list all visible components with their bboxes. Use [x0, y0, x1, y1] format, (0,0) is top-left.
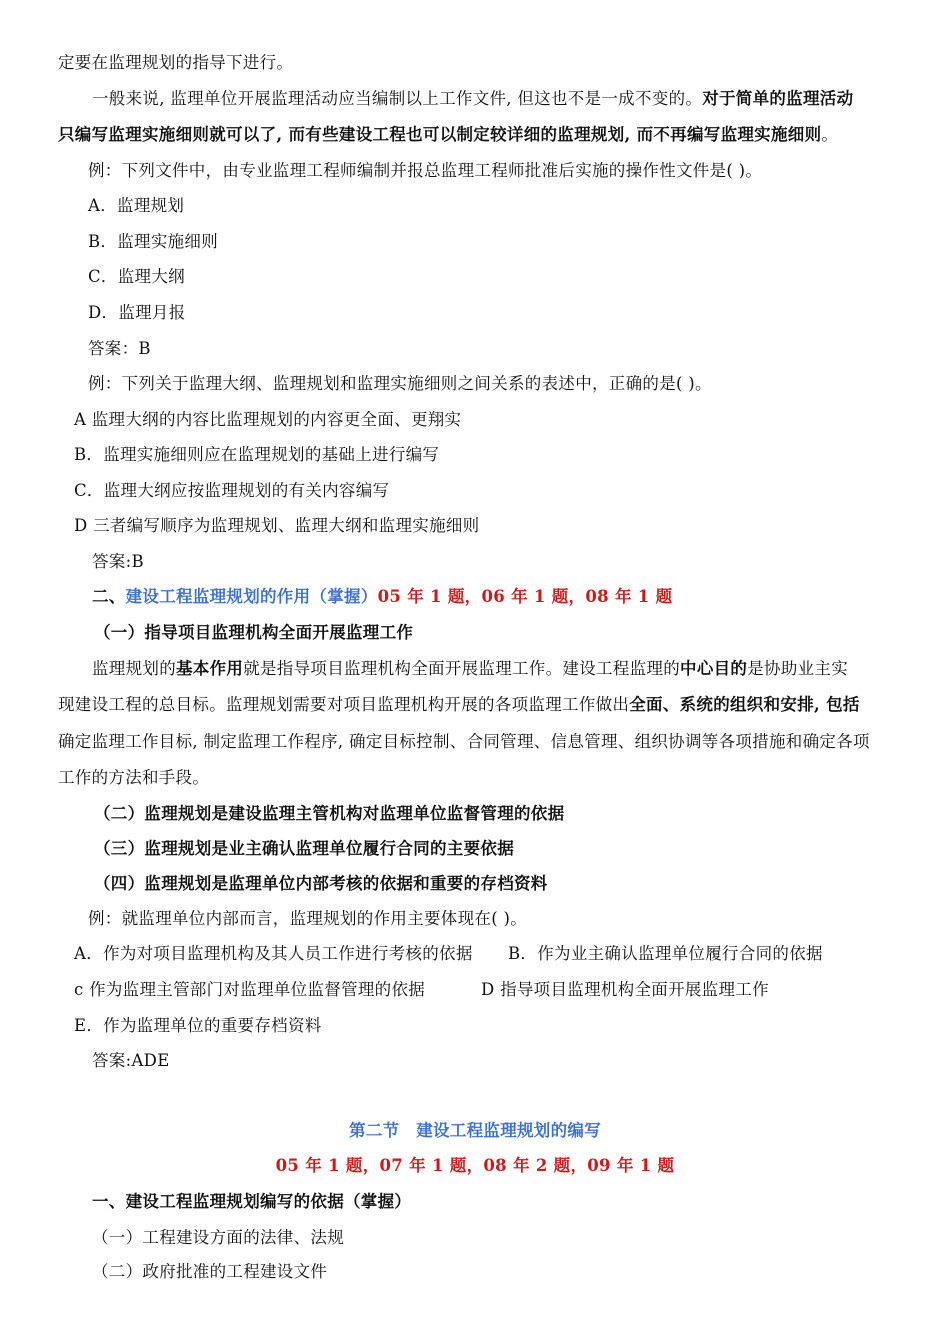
answer: 答案：B	[88, 339, 151, 358]
paragraph-line: 确定监理工作目标, 制定监理工作程序, 确定目标控制、合同管理、信息管理、组织协调等各项措施和确定各项	[58, 732, 870, 751]
subheading: （三）监理规划是业主确认监理单位履行合同的主要依据	[94, 839, 514, 858]
heading-title: 建设工程监理规划的作用（掌握）	[125, 587, 378, 606]
list-item: （一）工程建设方面的法律、法规	[92, 1228, 344, 1247]
section-title: 第二节 建设工程监理规划的编写	[349, 1121, 601, 1140]
paragraph-text: 就是指导项目监理机构全面开展监理工作。建设工程监理的	[243, 659, 681, 678]
paragraph-line	[92, 658, 848, 680]
paragraph-line	[58, 694, 860, 716]
bold-text: 对于简单的监理活动	[702, 89, 854, 108]
bold-text: 基本作用	[176, 659, 244, 678]
question-stem: 例：下列关于监理大纲、监理规划和监理实施细则之间关系的表述中，正确的是( )。	[88, 374, 712, 393]
paragraph-line	[58, 124, 838, 146]
option-d: D 三者编写顺序为监理规划、监理大纲和监理实施细则	[74, 516, 480, 535]
option-c: c 作为监理主管部门对监理单位监督管理的依据	[74, 980, 426, 999]
option-a: A．监理规划	[88, 196, 185, 215]
option-b: B．监理实施细则应在监理规划的基础上进行编写	[74, 445, 440, 464]
paragraph-line: 定要在监理规划的指导下进行。	[58, 53, 294, 72]
option-b: B．作为业主确认监理单位履行合同的依据	[508, 944, 823, 963]
subheading: （四）监理规划是监理单位内部考核的依据和重要的存档资料	[94, 874, 548, 893]
paragraph-text: 现建设工程的总目标。监理规划需要对项目监理机构开展的各项监理工作做出	[58, 695, 630, 714]
paragraph-text: 监理规划的	[92, 659, 176, 678]
heading-prefix: 二、	[92, 587, 126, 606]
heading-years: 05 年 1 题，06 年 1 题，08 年 1 题	[377, 587, 673, 606]
list-item: （二）政府批准的工程建设文件	[92, 1262, 328, 1281]
paragraph-text: 一般来说, 监理单位开展监理活动应当编制以上工作文件, 但这也不是一成不变的。	[92, 89, 703, 108]
paragraph-line	[92, 88, 853, 110]
section-years: 05 年 1 题，07 年 1 题，08 年 2 题，09 年 1 题	[275, 1156, 675, 1175]
paragraph-line: 工作的方法和手段。	[58, 768, 210, 787]
option-b: B．监理实施细则	[88, 232, 219, 251]
bold-text: 中心目的	[680, 659, 748, 678]
option-a: A 监理大纲的内容比监理规划的内容更全面、更翔实	[74, 410, 462, 429]
paragraph-text: 是协助业主实	[747, 659, 849, 678]
section-heading: 一、建设工程监理规划编写的依据（掌握）	[92, 1192, 412, 1211]
bold-text: 全面、系统的组织和安排, 包括	[629, 695, 860, 714]
answer: 答案:B	[92, 552, 144, 571]
option-c: C．监理大纲	[88, 267, 185, 286]
paragraph-text: 。	[821, 125, 839, 144]
option-a: A．作为对项目监理机构及其人员工作进行考核的依据	[74, 944, 473, 963]
option-d: D．监理月报	[88, 303, 186, 322]
bold-text: 只编写监理实施细则就可以了, 而有些建设工程也可以制定较详细的监理规划, 而不再编写监理实施细则	[58, 125, 822, 144]
question-stem: 例：下列文件中，由专业监理工程师编制并报总监理工程师批准后实施的操作性文件是( )。	[88, 161, 763, 180]
section-heading	[92, 586, 672, 608]
subheading: （一）指导项目监理机构全面开展监理工作	[94, 623, 414, 642]
option-e: E．作为监理单位的重要存档资料	[74, 1016, 322, 1035]
question-stem: 例：就监理单位内部而言，监理规划的作用主要体现在( )。	[88, 909, 528, 928]
subheading: （二）监理规划是建设监理主管机构对监理单位监督管理的依据	[94, 804, 565, 823]
answer: 答案:ADE	[92, 1051, 170, 1070]
option-d: D 指导项目监理机构全面开展监理工作	[481, 980, 769, 999]
option-c: C．监理大纲应按监理规划的有关内容编写	[74, 481, 390, 500]
